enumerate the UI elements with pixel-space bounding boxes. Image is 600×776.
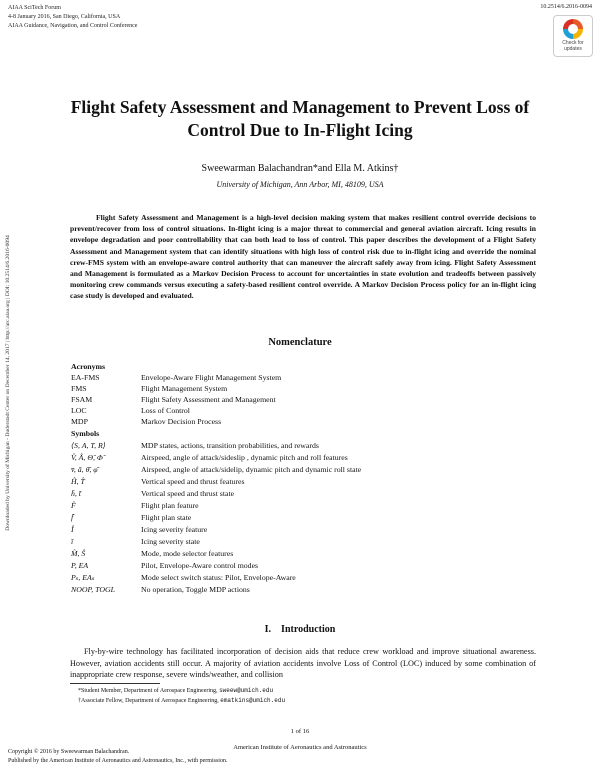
download-watermark: Downloaded by University of Michigan - Duderstadt Center on December 14, 2017 | http://arc.aiaa.org | DOI: 10.2514/6.2016-0094: [5, 235, 11, 531]
nomenclature-term: EA-FMS: [71, 373, 100, 382]
footnote-1-email[interactable]: sweew@umich.edu: [219, 687, 274, 694]
doi-label: 10.2514/6.2016-0094: [540, 4, 592, 10]
acronyms-heading: Acronyms: [71, 362, 106, 371]
authors: Sweewarman Balachandran*and Ella M. Atkins†: [201, 163, 399, 174]
badge-line-1: Check for: [562, 40, 584, 46]
copyright-line-2: Published by the American Institute of Aeronautics and Astronautics, Inc., with permission.: [8, 758, 228, 764]
nomenclature-term: LOC: [71, 406, 87, 415]
nomenclature-term: v̄, ā, θ̄, φ̄: [71, 465, 98, 474]
nomenclature-definition: Markov Decision Process: [141, 417, 222, 426]
nomenclature-definition: Vertical speed and thrust features: [141, 477, 245, 486]
nomenclature-definition: No operation, Toggle MDP actions: [141, 585, 250, 594]
nomenclature-term: h̄, t̄: [71, 489, 81, 498]
footnote-2-email[interactable]: ematkins@umich.edu: [220, 697, 286, 704]
nomenclature-definition: Mode select switch status: Pilot, Envelope-Aware: [141, 573, 296, 582]
nomenclature-term: ī: [71, 537, 74, 546]
nomenclature-definition: Pilot, Envelope-Aware control modes: [141, 561, 259, 570]
nomenclature-definition: Flight plan feature: [141, 501, 199, 510]
conference-track: AIAA Guidance, Navigation, and Control Conference: [8, 23, 138, 29]
copyright-line-1: Copyright © 2016 by Sweewarman Balachandran.: [8, 749, 130, 755]
check-for-updates-button[interactable]: [553, 15, 593, 57]
nomenclature-term: F̂: [71, 501, 76, 510]
nomenclature-definition: Loss of Control: [141, 406, 190, 415]
nomenclature-definition: Mode, mode selector features: [141, 549, 234, 558]
introduction-paragraph: Fly-by-wire technology has facilitated incorporation of decision aids that reduce crew workload and improve situational awareness. However, aviation accidents still occur. A majority of aviation accidents involve Loss of Control (LOC) induced by some combination of inappropriate crew response, severe winds/weather, and collision: [70, 647, 536, 680]
nomenclature-term: Î: [71, 525, 74, 534]
nomenclature-term: Pₛ, EAₛ: [71, 573, 95, 582]
publisher-name: American Institute of Aeronautics and Astronautics: [233, 744, 367, 751]
affiliation: University of Michigan, Ann Arbor, MI, 48109, USA: [216, 180, 384, 189]
nomenclature-title: Nomenclature: [268, 337, 332, 348]
nomenclature-definition: Flight Management System: [141, 384, 228, 393]
nomenclature-definition: Vertical speed and thrust state: [141, 489, 235, 498]
title-line-1: Flight Safety Assessment and Management to Prevent Loss of: [70, 97, 530, 117]
footnote-2-text: †Associate Fellow, Department of Aerospace Engineering,: [78, 698, 221, 704]
nomenclature-term: MDP: [71, 417, 88, 426]
nomenclature-definition: Airspeed, angle of attack/sideslip , dynamic pitch and roll features: [141, 453, 348, 462]
page-number: 1 of 16: [290, 728, 310, 735]
nomenclature-term: M̂, Ŝ: [71, 549, 86, 558]
abstract: Flight Safety Assessment and Management is a high-level decision making system that makes resilient control override decisions to prevent/recover from loss of control situations. In-flight icing is a major threat to commercial and general aviation aircraft. Icing results in envelope degradation and poor controllability that can both lead to loss of control. This paper describes the development of a Flight Safety Assessment and Management system that can identify situations with high loss of control risk due to in-flight icing and override the nominal crew-FMS system with an envelope-aware control authority that can maneuver the aircraft safely away from icing. Flight Safety Assessment and Management is formulated as a Markov Decision Process to account for uncertainties in state evolution and tradeoffs between passively monitoring crew commands versus executing a safety-based resilient control override. A Markov Decision Process policy for an in-flight icing case study is developed and evaluated.: [70, 213, 536, 301]
conference-name: AIAA SciTech Forum: [8, 5, 61, 11]
badge-line-2: updates: [564, 46, 582, 52]
crossmark-icon: [563, 19, 583, 39]
paper-title: [60, 96, 540, 142]
nomenclature-term: f̄: [71, 513, 74, 522]
nomenclature-term: FSAM: [71, 395, 93, 404]
title-line-2: Control Due to In-Flight Icing: [187, 120, 413, 140]
footnote-1-text: *Student Member, Department of Aerospace Engineering,: [78, 688, 220, 694]
nomenclature-term: Ĥ, T̂: [71, 477, 85, 486]
nomenclature-definition: MDP states, actions, transition probabilities, and rewards: [141, 441, 319, 450]
nomenclature-definition: Envelope-Aware Flight Management System: [141, 373, 282, 382]
copyright: [8, 748, 227, 766]
nomenclature-term: NOOP, TOGL: [71, 585, 115, 594]
nomenclature-term: P, EA: [71, 561, 89, 570]
nomenclature-definition: Flight Safety Assessment and Management: [141, 395, 276, 404]
conference-info: [8, 4, 137, 31]
footnote-2: [78, 697, 285, 704]
section-heading: I. Introduction: [264, 624, 336, 635]
nomenclature-definition: Airspeed, angle of attack/sidelip, dynamic pitch and dynamic roll state: [141, 465, 362, 474]
nomenclature-definition: Icing severity state: [141, 537, 200, 546]
conference-date-location: 4-8 January 2016, San Diego, California, USA: [8, 14, 121, 20]
nomenclature-definition: Flight plan state: [141, 513, 192, 522]
nomenclature-term: ⟨S, A, T, R⟩: [71, 441, 106, 450]
nomenclature-definition: Icing severity feature: [141, 525, 208, 534]
nomenclature-term: FMS: [71, 384, 87, 393]
nomenclature-term: V̂, Â, Θ̂, Φ̂: [71, 453, 103, 462]
footnote-1: [78, 687, 273, 694]
symbols-heading: Symbols: [71, 429, 100, 438]
footnote-divider: [70, 683, 160, 684]
